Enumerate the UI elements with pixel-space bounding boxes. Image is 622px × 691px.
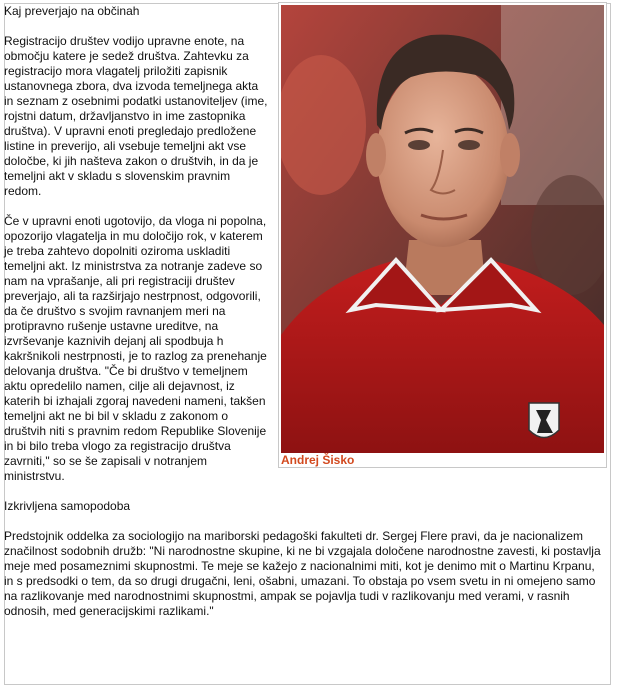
section-title: Kaj preverjajo na občinah — [4, 4, 140, 18]
paragraph-3: Predstojnik oddelka za sociologijo na mariborski pedagoški fakulteti dr. Sergej Flere pravi, da je nacionalizem značilnost sodobnih družb: "Ni narodnostne skupine, ki ne bi vzgajala določene narodnostne zavesti, ki postavlja meje med posameznimi skupnostmi. Te meje se kažejo z nacionalnimi miti, kot je denimo mit o Martinu Krpanu, in s predsodki o tem, da so drugi drugačni, leni, ošabni, umazani. To obstaja po vsem svetu in ni omejeno samo na razlikovanje med narodnostnimi skupnostmi, ampak se pojavlja tudi v razlikovanju med verami, v rasnih odnosih, med generacijskimi razlikami." — [4, 529, 601, 618]
article-body — [4, 4, 604, 634]
paragraph-2: Če v upravni enoti ugotovijo, da vloga ni popolna, opozorijo vlagatelja in mu določijo rok, v katerem je treba zahtevo dopolniti oziroma uskladiti temeljni akt. Iz ministrstva za notranje zadeve so nam na vprašanje, ali pri registraciji društev preverjajo, ali ta razširjajo nestrpnost, odgovorili, da če društvo s svojim ravnanjem meri na protipravno rušenje ustavne ureditve, na izvrševanje kaznivih dejanj ali spodbuja h kakršnikoli nestrpnosti, je to razlog za prenehanje delovanja društva. "Če bi društvo v temeljnem aktu opredelilo namen, cilje ali dejavnost, iz katerih bi izhajali zgoraj navedeni nameni, takšen temeljni akt ne bi bil v skladu z zakonom o društvih niti s pravnim redom Republike Slovenije in bi bilo treba vlogo za registracijo društva zavrniti," so se še zapisali v notranjem ministrstvu. — [4, 214, 267, 483]
portrait-image — [281, 5, 604, 453]
paragraph-1: Registracijo društev vodijo upravne enote, na območju katere je sedež društva. Zahtevku za registracijo mora vlagatelj priložiti zapisnik ustanovnega zbora, dva izvoda temeljnega akta in seznam z osebnimi podatki ustanoviteljev (ime, rojstni datum, državljanstvo in ime zastopnika društva). V upravni enoti pregledajo predložene listine in preverijo, ali vsebuje temeljni akt vse določbe, ki jih našteva zakon o društvih, in da je temeljni akt v skladu s slovenskim pravnim redom. — [4, 34, 268, 198]
section2-title: Izkrivljena samopodoba — [4, 499, 131, 513]
photo-caption: Andrej Šisko — [281, 453, 355, 467]
photo-figure — [278, 2, 607, 468]
